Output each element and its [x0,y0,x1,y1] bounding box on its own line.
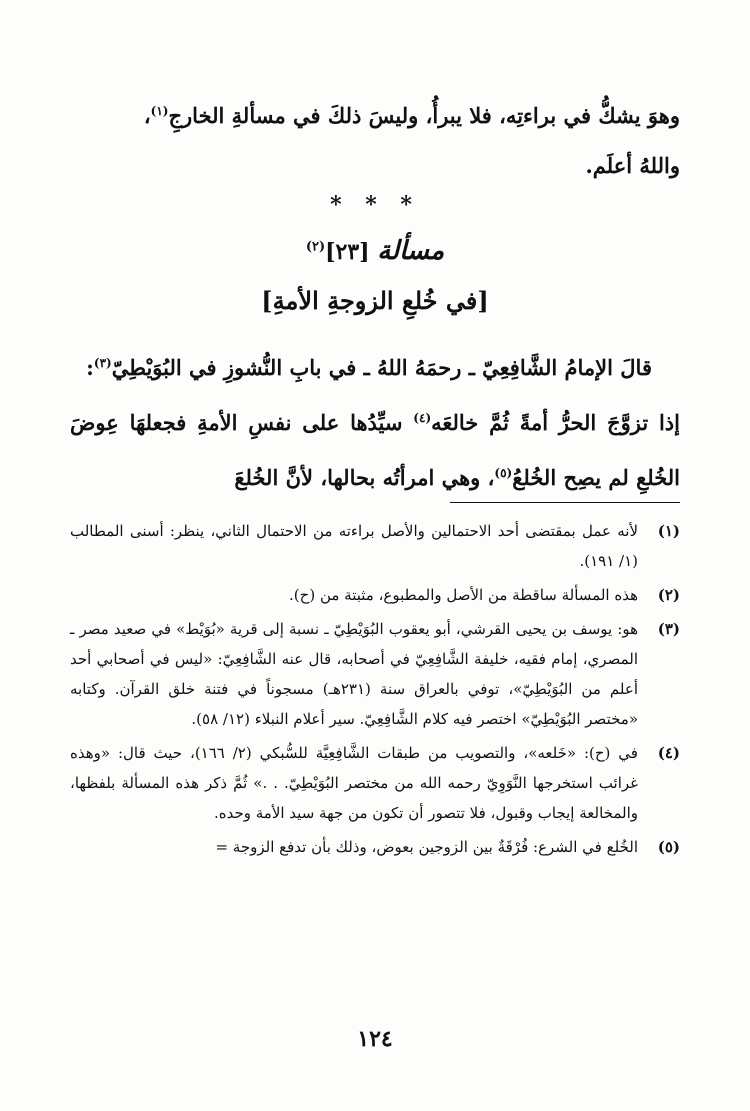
body-text-1: قالَ الإمامُ الشَّافِعِيّ ـ رحمَهُ اللهُ ـ في بابِ النُّشوزِ في البُوَيْطِيّ [111,355,652,380]
page-number: ١٢٤ [357,1026,393,1052]
footnote-number: (٤) [657,744,680,762]
footnote [70,832,680,862]
intro-line-2: واللهُ أعلَم. [585,153,680,178]
masala-heading [70,236,680,266]
footnote-text: لأنه عمل بمقتضى أحد الاحتمالين والأصل براءته من الاحتمال الثاني، ينظر: أسنى المطالب (١/ ١٩١). [70,522,638,570]
intro-paragraph [70,86,680,191]
footnote-ref-3: (٣) [93,356,112,370]
body-text-2b: سيِّدُها على نفسِ الأمةِ فجعلهَا عِوضَ الخُلعِ لم يصِح الخُلعُ [70,410,680,490]
footnote-ref-1: (١) [150,104,169,118]
footnote-ref-5: (٥) [494,466,513,480]
footnote-text: هو: يوسف بن يحيى القرشي، أبو يعقوب البُوَيْطِيّ ـ نسبة إلى قرية «بُوَيْط» في صعيد مصر ـ المصري، إمام فقيه، خليفة الشَّافِعِيّ في أصحابه، قال عنه الشَّافِعِيّ: «ليس في أصحابي أحد أعلم من البُوَيْطِيّ»، توفي بالعراق سنة (٢٣١هـ) مسجوناً في فتنة خلق القرآن. وكتابه «مختصر البُوَيْطِيّ» اختصر فيه كلام الشَّافِعِيّ. سير أعلام النبلاء (١٢/ ٥٨). [70,620,638,728]
footnote-number: (١) [657,522,680,540]
section-title: [في خُلعِ الزوجةِ الأمةِ] [261,286,489,315]
footnote [70,614,680,734]
body-punct: : [86,355,94,380]
masala-word: مسألة [377,236,445,266]
footnote-number: (٥) [657,838,680,856]
footnote-ref-2: (٢) [305,239,326,255]
masala-number: [٢٣] [325,239,370,265]
intro-punct: ، [143,103,151,128]
footnote-ref-4: (٤) [413,411,432,425]
body-line-2 [70,393,680,503]
footnote [70,580,680,610]
body-line-1 [70,338,680,393]
footnote-text: هذه المسألة ساقطة من الأصل والمطبوع، مثبتة من (ح). [289,586,638,604]
footnote-text: الخُلع في الشرع: فُرْقَةٌ بين الزوجين بعوض، وذلك بأن تدفع الزوجة = [215,838,638,856]
section-separator: * * * [330,192,420,218]
footnote-number: (٣) [657,620,680,638]
page [70,0,680,1111]
footnote [70,516,680,576]
body-paragraph [70,338,680,503]
footnote [70,738,680,828]
intro-line-1 [70,86,680,141]
intro-text: وهوَ يشكُّ في براءتِه، فلا يبرأُ، وليسَ ذلكَ في مسألةِ الخارجِ [168,103,680,128]
body-text-2c: ، وهي امرأتُه بحالها، لأنَّ الخُلعَ [234,465,495,490]
footnote-text: في (ح): «خَلعه»، والتصويب من طبقات الشَّافِعِيَّة للسُّبكي (٢/ ١٦٦)، حيث قال: «وهذه غرائب استخرجها النَّوَوِيّ رحمه الله من مختصر البُوَيْطِيّ. . .» ثُمَّ ذكر هذه المسألة بلفظها، والمخالعة إيجاب وقبول، فلا تتصور أن تكون من جهة سيد الأمة وحده. [70,744,638,822]
footnote-number: (٢) [657,586,680,604]
footnote-divider [450,502,680,503]
footnotes [70,516,680,866]
body-text-2a: إذا تزوَّجَ الحرُّ أمةً ثُمَّ خالعَه [431,410,680,435]
